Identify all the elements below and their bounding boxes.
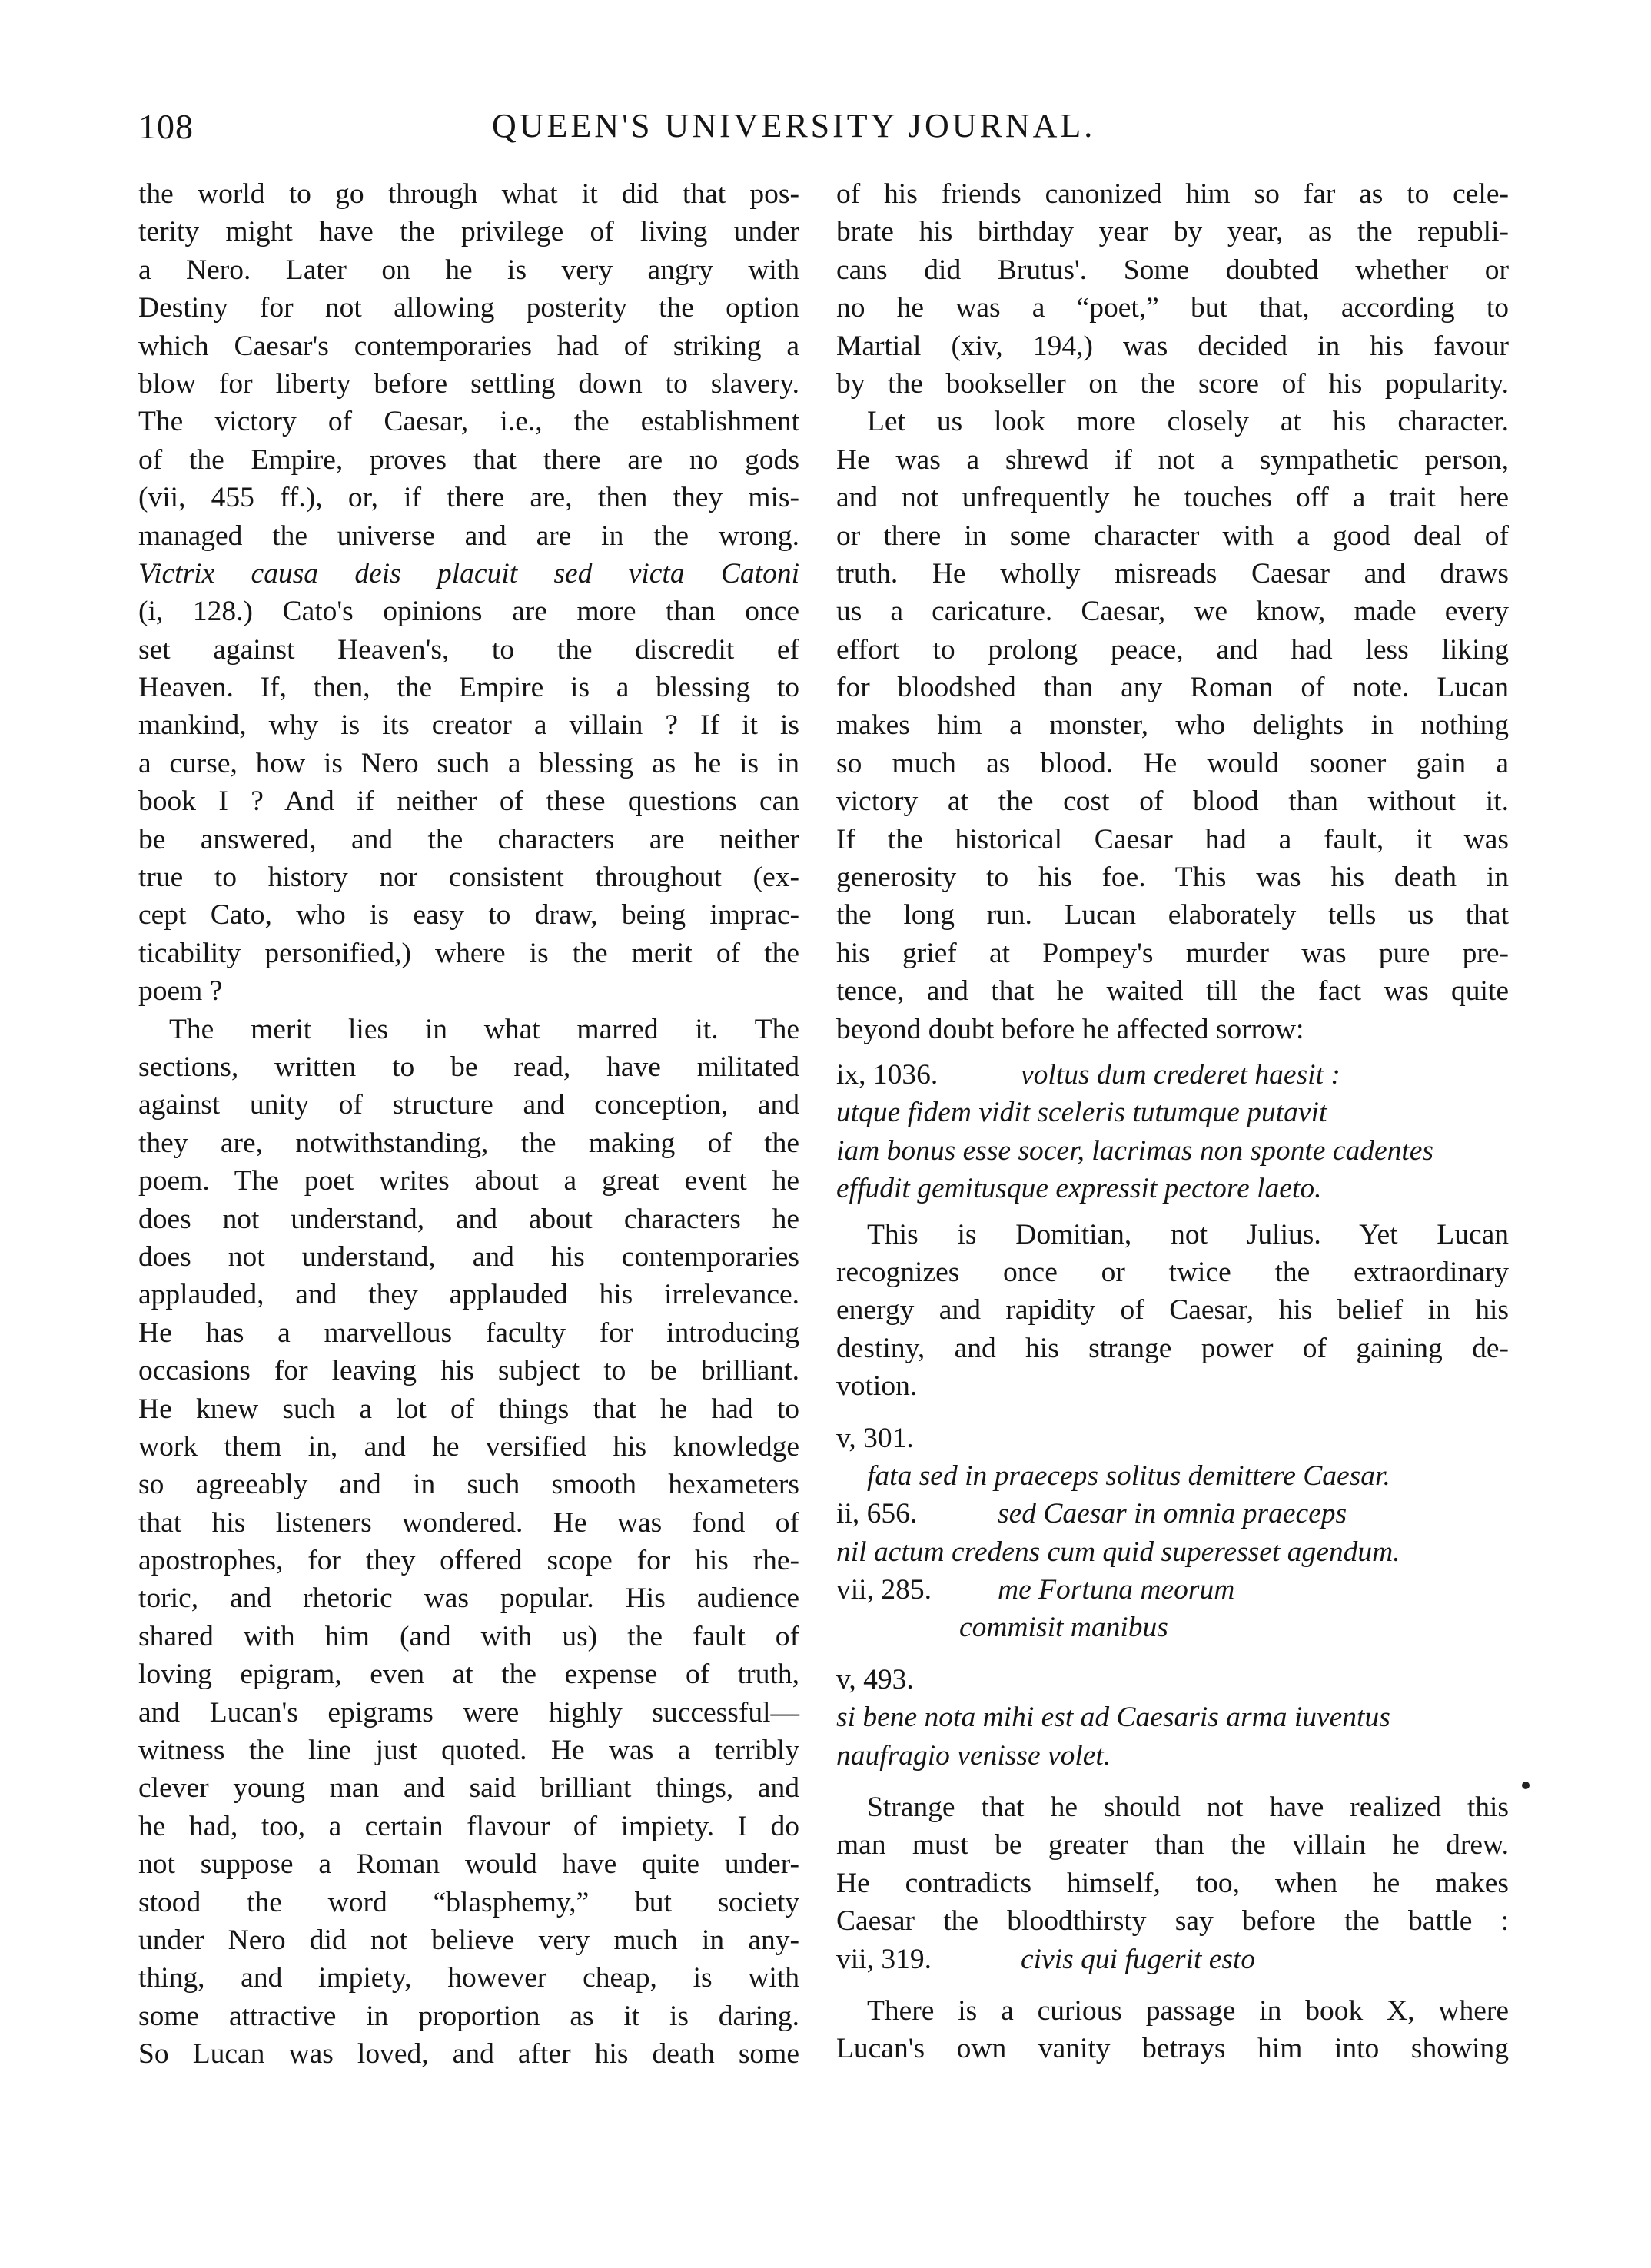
quote-reference: v, 301. xyxy=(836,1422,914,1454)
text-line: against unity of structure and conception, and xyxy=(138,1089,799,1121)
latin-quote-line: me Fortuna meorum xyxy=(998,1574,1235,1606)
text-line: that his listeners wondered. He was fond of xyxy=(138,1506,799,1539)
text-line: recognizes once or twice the extraordinary xyxy=(836,1256,1509,1288)
text-line: He has a marvellous faculty for introducing xyxy=(138,1317,799,1349)
text-line: Martial (xiv, 194,) was decided in his favour xyxy=(836,330,1509,362)
text-line: be answered, and the characters are neither xyxy=(138,823,799,855)
text-line: cept Cato, who is easy to draw, being imprac- xyxy=(138,899,799,931)
text-line: so much as blood. He would sooner gain a xyxy=(836,747,1509,779)
paragraph-1 xyxy=(138,175,799,1011)
text-line: The victory of Caesar, i.e., the establishment xyxy=(138,406,799,438)
quote-reference: vii, 319. xyxy=(836,1943,932,1975)
text-line: book I ? And if neither of these questions can xyxy=(138,785,799,818)
text-line: his grief at Pompey's murder was pure pre- xyxy=(836,937,1509,969)
text-line: The merit lies in what marred it. The xyxy=(169,1013,799,1045)
text-line: ticability personified,) where is the merit of the xyxy=(138,937,799,969)
text-line: set against Heaven's, to the discredit ef xyxy=(138,633,799,666)
running-head: QUEEN'S UNIVERSITY JOURNAL. xyxy=(492,107,1096,144)
latin-quote-line: commisit manibus xyxy=(959,1612,1168,1644)
text-line: He was a shrewd if not a sympathetic person, xyxy=(836,443,1509,476)
quotation-vii-285 xyxy=(836,1571,1509,1647)
text-line: does not understand, and his contemporaries xyxy=(138,1240,799,1273)
text-line: votion. xyxy=(836,1370,918,1403)
quotation-vii-319 xyxy=(836,1941,1509,1978)
text-line: of the Empire, proves that there are no gods xyxy=(138,443,799,476)
text-line: and Lucan's epigrams were highly successful— xyxy=(138,1696,799,1728)
text-line: they are, notwithstanding, the making of the xyxy=(138,1127,799,1159)
text-line: under Nero did not believe very much in any- xyxy=(138,1924,799,1956)
text-line: Caesar the bloodthirsty say before the battle : xyxy=(836,1905,1509,1938)
text-line: shared with him (and with us) the fault of xyxy=(138,1620,799,1652)
text-line: If the historical Caesar had a fault, it was xyxy=(836,823,1509,855)
ink-speck xyxy=(1522,1782,1530,1789)
text-line: which Caesar's contemporaries had of striking a xyxy=(138,330,799,362)
text-line: witness the line just quoted. He was a terribly xyxy=(138,1735,799,1767)
left-column xyxy=(138,175,799,2074)
text-line: (i, 128.) Cato's opinions are more than once xyxy=(138,596,799,628)
text-line: man must be greater than the villain he drew. xyxy=(836,1829,1509,1861)
text-line: loving epigram, even at the expense of truth, xyxy=(138,1659,799,1691)
quotation-v-493 xyxy=(836,1661,1509,1775)
text-line: Destiny for not allowing posterity the option xyxy=(138,292,799,324)
text-line: (vii, 455 ff.), or, if there are, then they mis- xyxy=(138,482,799,514)
text-line: terity might have the privilege of living under xyxy=(138,216,799,248)
quotation-ix-1036 xyxy=(836,1056,1509,1208)
quote-reference: v, 493. xyxy=(836,1663,914,1695)
text-line: So Lucan was loved, and after his death some xyxy=(138,2038,799,2070)
text-line: There is a curious passage in book X, where xyxy=(867,1994,1509,2027)
text-line: apostrophes, for they offered scope for his rhe- xyxy=(138,1545,799,1577)
text-line: true to history nor consistent throughout (ex- xyxy=(138,862,799,894)
text-line: thing, and impiety, however cheap, is with xyxy=(138,1962,799,1994)
latin-quote-line: sed Caesar in omnia praeceps xyxy=(998,1498,1347,1530)
text-line: victory at the cost of blood than without it. xyxy=(836,785,1509,818)
paragraph-5 xyxy=(836,1216,1509,1406)
text-line: for bloodshed than any Roman of note. Lucan xyxy=(836,672,1509,704)
paragraph-6 xyxy=(836,1788,1509,1941)
text-line: Strange that he should not have realized this xyxy=(867,1791,1509,1824)
text-line: poem. The poet writes about a great event he xyxy=(138,1165,799,1197)
quote-reference: ix, 1036. xyxy=(836,1058,938,1091)
text-line: cans did Brutus'. Some doubted whether or xyxy=(836,254,1509,286)
text-line: mankind, why is its creator a villain ? If it is xyxy=(138,709,799,742)
text-line: brate his birthday year by year, as the republi- xyxy=(836,216,1509,248)
latin-quote-line: effudit gemitusque expressit pectore laeto. xyxy=(836,1173,1322,1205)
text-line: no he was a “poet,” but that, according to xyxy=(836,292,1509,324)
text-line: generosity to his foe. This was his death in xyxy=(836,862,1509,894)
latin-quote-line: si bene nota mihi est ad Caesaris arma iuventus xyxy=(836,1702,1390,1734)
paragraph-7 xyxy=(836,1992,1509,2068)
paragraph-3 xyxy=(836,175,1509,403)
text-line: and not unfrequently he touches off a trait here xyxy=(836,482,1509,514)
text-line: truth. He wholly misreads Caesar and draws xyxy=(836,557,1509,589)
text-line: Let us look more closely at his character. xyxy=(867,406,1509,438)
text-line: Heaven. If, then, the Empire is a blessing to xyxy=(138,672,799,704)
text-line: or there in some character with a good deal of xyxy=(836,520,1509,552)
text-line: energy and rapidity of Caesar, his belief in his xyxy=(836,1294,1509,1327)
text-line: blow for liberty before settling down to slavery. xyxy=(138,367,799,400)
right-column xyxy=(836,175,1509,2068)
latin-quote-line: Victrix causa deis placuit sed victa Catoni xyxy=(138,557,799,589)
text-line: beyond doubt before he affected sorrow: xyxy=(836,1013,1304,1045)
latin-quote-line: utque fidem vidit sceleris tutumque putavit xyxy=(836,1097,1327,1129)
text-line: a Nero. Later on he is very angry with xyxy=(138,254,799,286)
text-line: sections, written to be read, have militated xyxy=(138,1051,799,1083)
quote-reference: vii, 285. xyxy=(836,1574,932,1606)
text-line: This is Domitian, not Julius. Yet Lucan xyxy=(867,1218,1509,1250)
text-line: us a caricature. Caesar, we know, made every xyxy=(836,596,1509,628)
text-line: applauded, and they applauded his irrelevance. xyxy=(138,1279,799,1311)
text-line: stood the word “blasphemy,” but society xyxy=(138,1886,799,1918)
latin-quote-line: naufragio venisse volet. xyxy=(836,1739,1111,1772)
text-line: not suppose a Roman would have quite under- xyxy=(138,1848,799,1881)
text-line: occasions for leaving his subject to be brilliant. xyxy=(138,1355,799,1387)
text-line: of his friends canonized him so far as to cele- xyxy=(836,178,1509,210)
text-line: so agreeably and in such smooth hexameters xyxy=(138,1469,799,1501)
page-number: 108 xyxy=(138,107,194,146)
text-line: by the bookseller on the score of his popularity. xyxy=(836,367,1509,400)
text-line: poem ? xyxy=(138,975,223,1008)
text-line: does not understand, and about characters he xyxy=(138,1203,799,1235)
text-line: he had, too, a certain flavour of impiety. I do xyxy=(138,1810,799,1842)
text-line: toric, and rhetoric was popular. His audience xyxy=(138,1582,799,1615)
text-line: effort to prolong peace, and had less liking xyxy=(836,633,1509,666)
quotation-ii-656 xyxy=(836,1495,1509,1571)
quotation-v-301 xyxy=(836,1420,1509,1496)
text-line: work them in, and he versified his knowledge xyxy=(138,1430,799,1463)
text-line: the long run. Lucan elaborately tells us that xyxy=(836,899,1509,931)
quote-reference: ii, 656. xyxy=(836,1498,918,1530)
text-line: managed the universe and are in the wrong. xyxy=(138,520,799,552)
latin-quote-line: civis qui fugerit esto xyxy=(1021,1943,1256,1975)
text-line: some attractive in proportion as it is daring. xyxy=(138,2000,799,2032)
text-line: Lucan's own vanity betrays him into showing xyxy=(836,2033,1509,2065)
latin-quote-line: nil actum credens cum quid superesset agendum. xyxy=(836,1536,1400,1568)
latin-quote-line: iam bonus esse socer, lacrimas non sponte cadentes xyxy=(836,1134,1433,1167)
text-line: clever young man and said brilliant things, and xyxy=(138,1772,799,1805)
paragraph-4 xyxy=(836,403,1509,1048)
text-line: makes him a monster, who delights in nothing xyxy=(836,709,1509,742)
paragraph-2 xyxy=(138,1011,799,2074)
text-line: tence, and that he waited till the fact was quite xyxy=(836,975,1509,1008)
text-line: destiny, and his strange power of gaining de- xyxy=(836,1332,1509,1364)
text-line: He knew such a lot of things that he had to xyxy=(138,1393,799,1425)
latin-quote-line: fata sed in praeceps solitus demittere Caesar. xyxy=(867,1459,1390,1492)
latin-quote-line: voltus dum crederet haesit : xyxy=(1021,1058,1340,1091)
text-line: He contradicts himself, too, when he makes xyxy=(836,1867,1509,1899)
text-line: a curse, how is Nero such a blessing as he is in xyxy=(138,747,799,779)
text-line: the world to go through what it did that pos- xyxy=(138,178,799,210)
